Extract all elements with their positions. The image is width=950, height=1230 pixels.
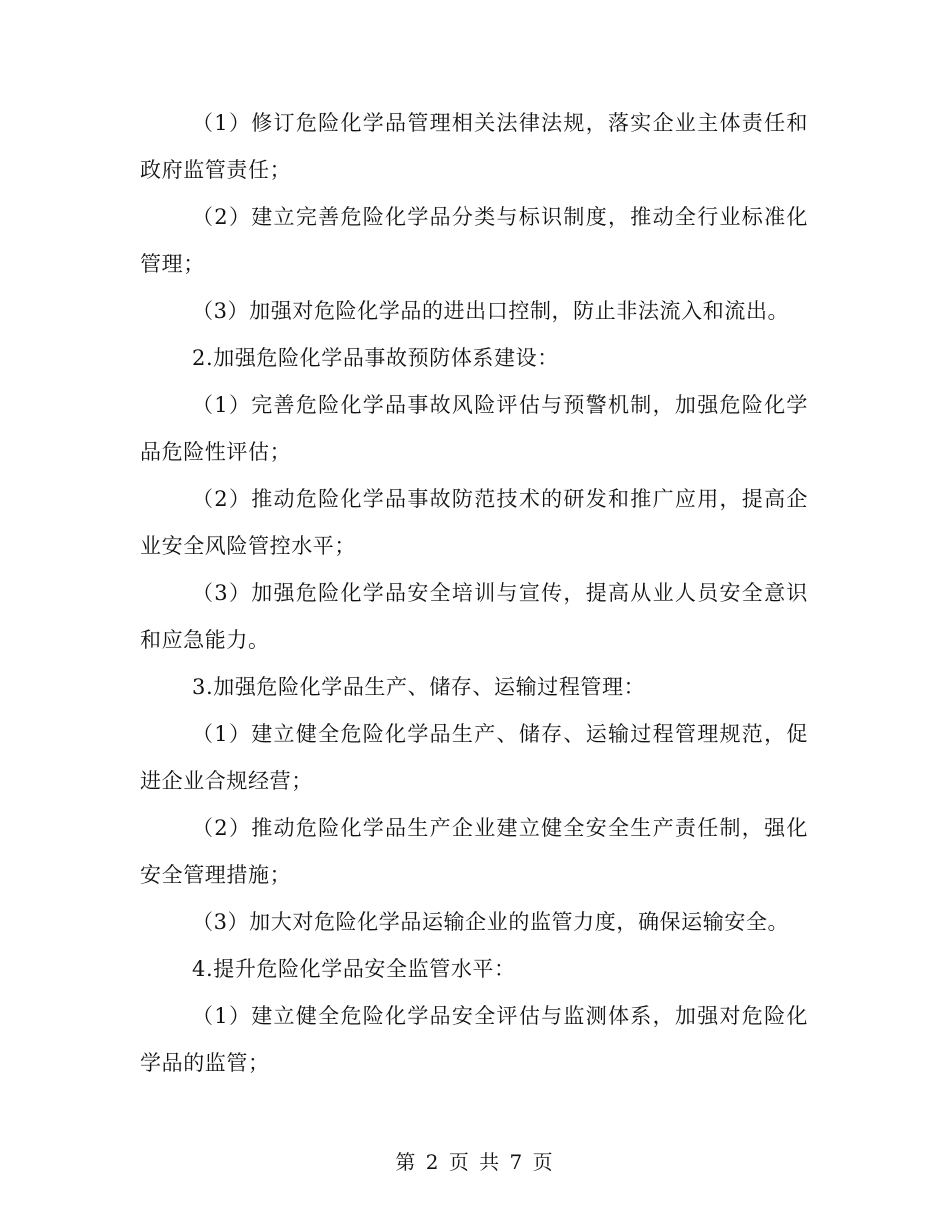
page-number-footer: 第 2 页 共 7 页 [395,1150,555,1174]
paragraph: （2）建立完善危险化学品分类与标识制度，推动全行业标准化管理； [140,205,808,276]
paragraph: （3）加强对危险化学品的进出口控制，防止非法流入和流出。 [192,299,790,323]
paragraph: （2）推动危险化学品事故防范技术的研发和推广应用，提高企业安全风险管控水平； [140,487,808,558]
paragraph: （1）建立健全危险化学品安全评估与监测体系，加强对危险化学品的监管； [140,1004,808,1075]
document-body [140,100,808,1087]
paragraph: （2）推动危险化学品生产企业建立健全安全生产责任制，强化安全管理措施； [140,816,808,887]
paragraph: （1）完善危险化学品事故风险评估与预警机制，加强危险化学品危险性评估； [140,393,808,464]
section-heading: 4.提升危险化学品安全监管水平： [192,957,516,981]
paragraph: （3）加大对危险化学品运输企业的监管力度，确保运输安全。 [192,910,790,934]
paragraph: （3）加强危险化学品安全培训与宣传，提高从业人员安全意识和应急能力。 [140,581,808,652]
paragraph: （1）修订危险化学品管理相关法律法规，落实企业主体责任和政府监管责任； [140,111,808,182]
paragraph: （1）建立健全危险化学品生产、储存、运输过程管理规范，促进企业合规经营； [140,722,808,793]
section-heading: 3.加强危险化学品生产、储存、运输过程管理： [192,675,646,699]
section-heading: 2.加强危险化学品事故预防体系建设： [192,346,559,370]
